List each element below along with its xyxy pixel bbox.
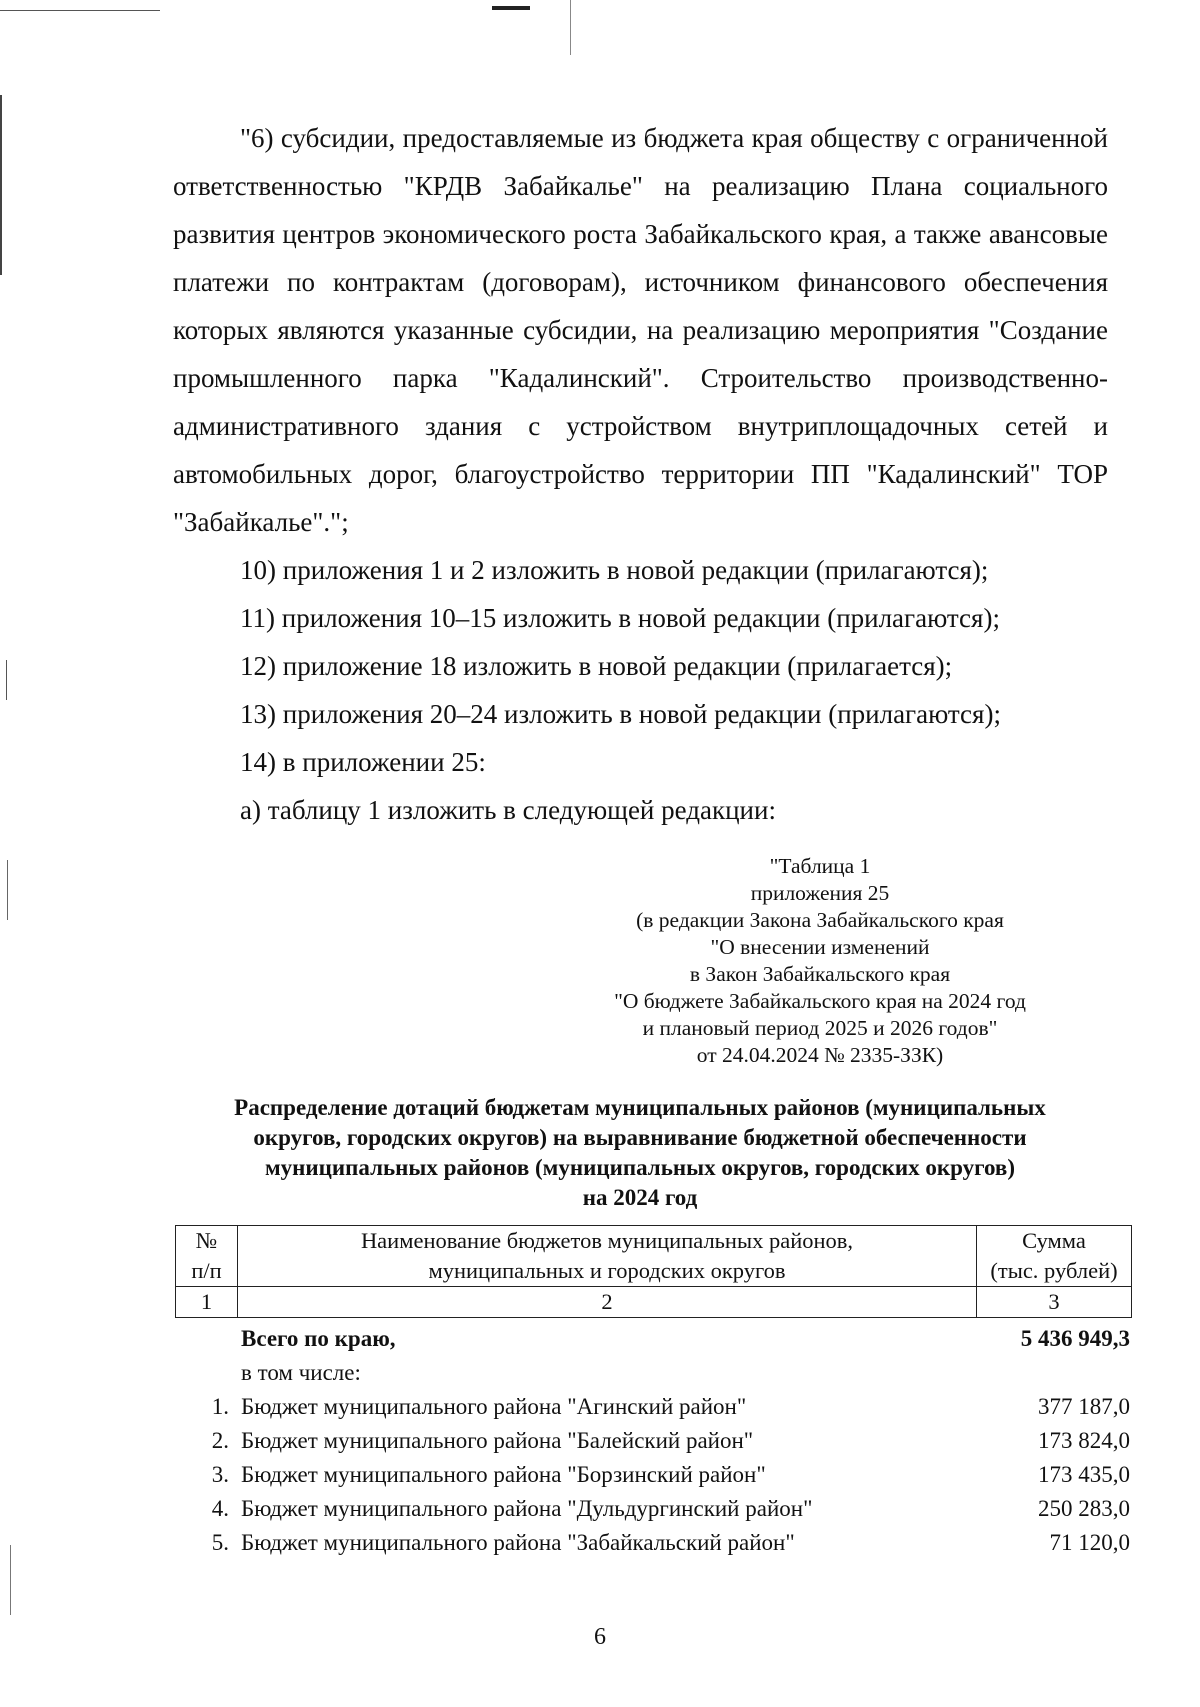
table-caption bbox=[560, 853, 1080, 1069]
row-name: Бюджет муниципального района "Забайкальский район" bbox=[241, 1530, 795, 1555]
row-num: 3. bbox=[211, 1462, 229, 1487]
column-number: 2 bbox=[238, 1287, 977, 1318]
header-sum-line2: (тыс. рублей) bbox=[990, 1258, 1118, 1283]
amendment-text bbox=[173, 114, 1108, 834]
distribution-table-header bbox=[175, 1225, 1132, 1318]
scan-artifact-line bbox=[7, 860, 8, 920]
row-num: 5. bbox=[211, 1530, 229, 1555]
row-name: Бюджет муниципального района "Агинский район" bbox=[241, 1394, 747, 1419]
header-num-line1: № bbox=[195, 1228, 218, 1253]
header-num-line2: п/п bbox=[191, 1258, 222, 1283]
row-sum: 250 283,0 bbox=[1038, 1496, 1130, 1521]
title-line: округов, городских округов) на выравнивание бюджетной обеспеченности bbox=[253, 1125, 1027, 1150]
table-row bbox=[175, 1492, 1132, 1526]
table-row bbox=[175, 1458, 1132, 1492]
header-name-line2: муниципальных и городских округов bbox=[428, 1258, 786, 1283]
column-number-row bbox=[176, 1287, 1132, 1318]
caption-line: от 24.04.2024 № 2335-ЗЗК) bbox=[696, 1043, 944, 1067]
table-row-including bbox=[175, 1356, 1132, 1390]
row-name: Бюджет муниципального района "Борзинский район" bbox=[241, 1462, 766, 1487]
item-12: 12) приложение 18 изложить в новой редакции (прилагается); bbox=[240, 651, 953, 681]
caption-line: приложения 25 bbox=[750, 881, 890, 905]
row-num: 1. bbox=[211, 1394, 229, 1419]
column-number: 1 bbox=[176, 1287, 238, 1318]
row-sum: 377 187,0 bbox=[1038, 1394, 1130, 1419]
row-name: Бюджет муниципального района "Дульдургинский район" bbox=[241, 1496, 813, 1521]
item-14: 14) в приложении 25: bbox=[240, 747, 486, 777]
scan-artifact-line bbox=[6, 660, 7, 700]
column-number: 3 bbox=[977, 1287, 1132, 1318]
scan-artifact-line bbox=[0, 10, 160, 11]
title-line: муниципальных районов (муниципальных округов, городских округов) bbox=[264, 1155, 1016, 1180]
row-sum: 5 436 949,3 bbox=[1020, 1326, 1130, 1351]
row-sum: 173 824,0 bbox=[1038, 1428, 1130, 1453]
row-num: 4. bbox=[211, 1496, 229, 1521]
table-row-total bbox=[175, 1322, 1132, 1356]
header-num bbox=[176, 1226, 238, 1287]
table-row bbox=[175, 1526, 1132, 1560]
paragraph-6: "6) субсидии, предоставляемые из бюджета края обществу с ограниченной ответственностью "КРДВ Забайкалье" на реализацию Плана социального развития центров экономического роста Забайкальского края, а также авансовые платежи по контрактам (договорам), источником финансового обеспечения которых являются указанные субсидии, на реализацию мероприятия "Создание промышленного парка "Кадалинский". Строительство производственно-административного здания с устройством внутриплощадочных сетей и автомобильных дорог, благоустройство территории ПП "Кадалинский" ТОР "Забайкалье"."; bbox=[173, 123, 1108, 537]
header-name bbox=[238, 1226, 977, 1287]
row-sum: 173 435,0 bbox=[1038, 1462, 1130, 1487]
row-name: Бюджет муниципального района "Балейский район" bbox=[241, 1428, 754, 1453]
scan-artifact-line bbox=[10, 1545, 11, 1615]
header-sum bbox=[977, 1226, 1132, 1287]
caption-line: "О бюджете Забайкальского края на 2024 год bbox=[614, 989, 1026, 1013]
caption-line: "Таблица 1 bbox=[769, 854, 871, 878]
table-title bbox=[170, 1093, 1110, 1213]
title-line: Распределение дотаций бюджетам муниципальных районов (муниципальных bbox=[234, 1095, 1046, 1120]
item-14a: а) таблицу 1 изложить в следующей редакции: bbox=[240, 795, 776, 825]
item-10: 10) приложения 1 и 2 изложить в новой редакции (прилагаются); bbox=[240, 555, 989, 585]
row-name: Всего по краю, bbox=[241, 1326, 396, 1351]
page-number: 6 bbox=[594, 1624, 606, 1650]
scan-artifact-dash bbox=[492, 6, 530, 10]
distribution-table-body bbox=[175, 1322, 1132, 1560]
item-11: 11) приложения 10–15 изложить в новой редакции (прилагаются); bbox=[240, 603, 1000, 633]
row-name: в том числе: bbox=[241, 1360, 361, 1385]
header-sum-line1: Сумма bbox=[1022, 1228, 1086, 1253]
header-name-line1: Наименование бюджетов муниципальных районов, bbox=[360, 1228, 854, 1253]
scan-artifact-line bbox=[0, 95, 2, 275]
item-13: 13) приложения 20–24 изложить в новой редакции (прилагаются); bbox=[240, 699, 1001, 729]
title-line: на 2024 год bbox=[582, 1185, 698, 1210]
row-sum: 71 120,0 bbox=[1049, 1530, 1130, 1555]
caption-line: (в редакции Закона Забайкальского края bbox=[636, 908, 1004, 932]
caption-line: в Закон Забайкальского края bbox=[689, 962, 951, 986]
row-num: 2. bbox=[211, 1428, 229, 1453]
caption-line: и плановый период 2025 и 2026 годов" bbox=[642, 1016, 998, 1040]
header-row bbox=[176, 1226, 1132, 1287]
table-row bbox=[175, 1424, 1132, 1458]
scan-artifact-line bbox=[570, 0, 571, 55]
caption-line: "О внесении изменений bbox=[710, 935, 930, 959]
table-row bbox=[175, 1390, 1132, 1424]
